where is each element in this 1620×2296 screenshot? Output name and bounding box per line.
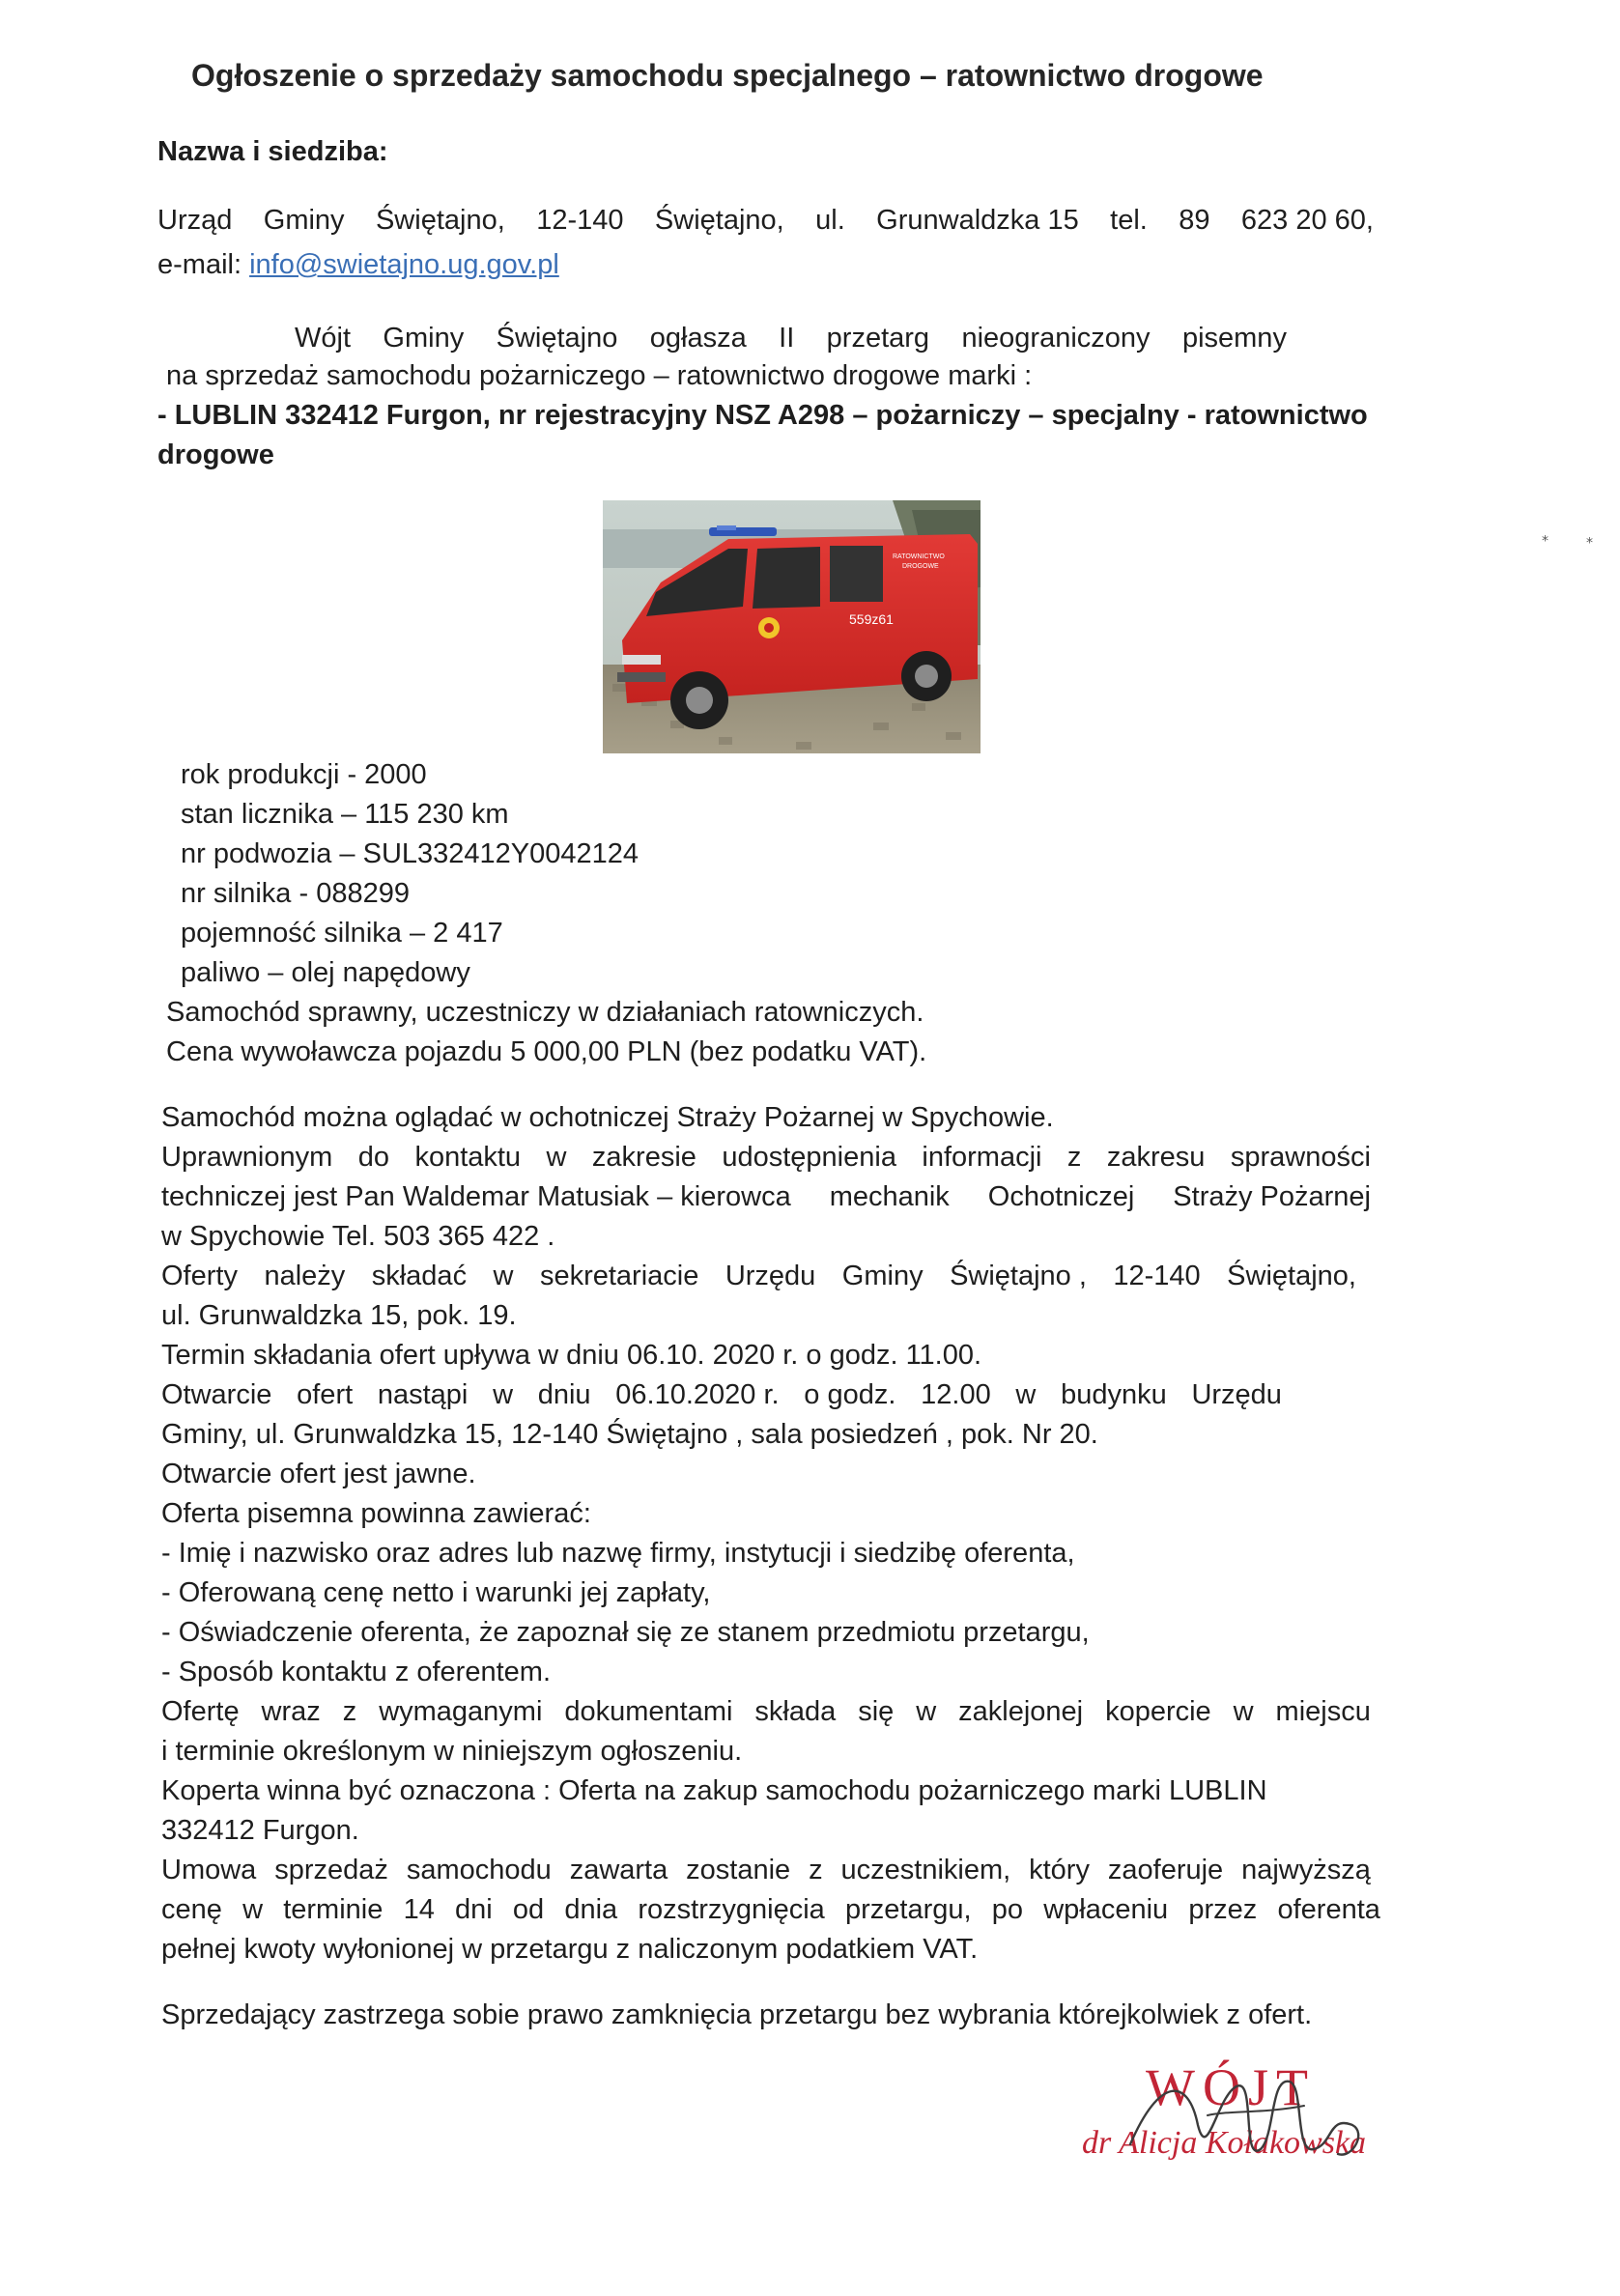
deadline-line: Termin składania ofert upływa w dniu 06.10. 2020 r. o godz. 11.00.: [161, 1340, 982, 1371]
word: przetarg: [826, 323, 930, 354]
word: Ochotniczej: [987, 1181, 1135, 1212]
word: 12-140: [1113, 1261, 1201, 1291]
label-line-2: 332412 Furgon.: [161, 1815, 359, 1846]
stamp-title: WÓJT: [1146, 2058, 1316, 2116]
email-label: e-mail:: [157, 249, 242, 280]
opening-line-1: [161, 1381, 1282, 1409]
word: rozstrzygnięcia: [638, 1894, 825, 1925]
vehicle-line-1: - LUBLIN 332412 Furgon, nr rejestracyjny NSZ A298 – pożarniczy – specjalny - ratownictwo: [157, 400, 1368, 431]
scan-mark: ⁎: [1542, 528, 1549, 544]
viewing-info: Samochód można oglądać w ochotniczej Straży Pożarnej w Spychowie.: [161, 1102, 1054, 1133]
word: zaklejonej: [958, 1696, 1084, 1727]
spec-line: rok produkcji - 2000: [181, 759, 427, 790]
word: Świętajno: [496, 323, 618, 354]
word: kontaktu: [414, 1142, 522, 1173]
word: Oferty: [161, 1261, 238, 1291]
word: składa: [754, 1696, 837, 1727]
word: oferenta: [1277, 1894, 1380, 1925]
offer-requirement: - Imię i nazwisko oraz adres lub nazwę firmy, instytucji i siedzibę oferenta,: [161, 1538, 1075, 1569]
word: w: [916, 1696, 937, 1727]
word: w: [242, 1894, 264, 1925]
word: ofert: [297, 1379, 354, 1410]
word: mechanik: [829, 1181, 950, 1212]
word: od: [512, 1894, 545, 1925]
offers-line-1: [161, 1262, 1356, 1290]
announcement-line-1: [295, 325, 1287, 353]
word: Ofertę: [161, 1696, 240, 1727]
word: który: [1029, 1855, 1090, 1885]
word: Świętajno,: [375, 205, 505, 236]
svg-text:559z61: 559z61: [849, 611, 894, 627]
spec-line: pojemność silnika – 2 417: [181, 918, 503, 949]
document-title: Ogłoszenie o sprzedaży samochodu specjalnego – ratownictwo drogowe: [191, 58, 1264, 93]
offer-requirement: - Sposób kontaktu z oferentem.: [161, 1657, 551, 1687]
email-line: [157, 251, 559, 279]
word: Otwarcie: [161, 1379, 272, 1410]
word: 14: [403, 1894, 435, 1925]
word: 12.00: [921, 1379, 991, 1410]
word: dniu: [537, 1379, 591, 1410]
word: zawarta: [569, 1855, 668, 1885]
offers-line-2: ul. Grunwaldzka 15, pok. 19.: [161, 1300, 517, 1331]
word: z: [342, 1696, 357, 1727]
contract-line-1: [161, 1857, 1371, 1885]
word: ogłasza: [649, 323, 747, 354]
contract-line-3: pełnej kwoty wyłonionej w przetargu z naliczonym podatkiem VAT.: [161, 1934, 979, 1965]
word: Świętajno,: [1227, 1261, 1356, 1291]
word: Świętajno,: [654, 205, 784, 236]
word: Wójt: [295, 323, 351, 354]
word: 06.10.2020 r.: [615, 1379, 780, 1410]
condition-line: Samochód sprawny, uczestniczy w działaniach ratowniczych.: [166, 997, 924, 1028]
spec-line: nr podwozia – SUL332412Y0042124: [181, 838, 639, 869]
email-link[interactable]: info@swietajno.ug.gov.pl: [249, 249, 559, 280]
spec-line: stan licznika – 115 230 km: [181, 799, 509, 830]
signature-stamp: [1072, 2057, 1420, 2173]
word: budynku: [1061, 1379, 1167, 1410]
word: w: [493, 1379, 514, 1410]
word: ul.: [815, 205, 845, 236]
word: Gminy: [263, 205, 345, 236]
scan-mark: ⁎: [1586, 530, 1593, 546]
label-line-1: Koperta winna być oznaczona : Oferta na zakup samochodu pożarniczego marki LUBLIN: [161, 1775, 1267, 1806]
word: cenę: [161, 1894, 222, 1925]
price-line: Cena wywoławcza pojazdu 5 000,00 PLN (bez podatku VAT).: [166, 1036, 927, 1067]
word: się: [858, 1696, 895, 1727]
word: zostanie: [686, 1855, 791, 1885]
opening-line-2: Gminy, ul. Grunwaldzka 15, 12-140 Świętajno , sala posiedzeń , pok. Nr 20.: [161, 1419, 1098, 1450]
word: w: [493, 1261, 514, 1291]
reservation-clause: Sprzedający zastrzega sobie prawo zamknięcia przetargu bez wybrania którejkolwiek z ofert.: [161, 1999, 1313, 2030]
handwritten-signature: [1072, 2057, 1420, 2173]
word: miejscu: [1275, 1696, 1371, 1727]
contact-line-1: [161, 1144, 1371, 1172]
word: dokumentami: [564, 1696, 733, 1727]
word: zakresu: [1106, 1142, 1206, 1173]
word: w: [546, 1142, 567, 1173]
word: nastąpi: [377, 1379, 469, 1410]
word: przetargu,: [844, 1894, 972, 1925]
envelope-line-1: [161, 1698, 1371, 1726]
word: 89: [1179, 205, 1210, 236]
word: zakresie: [591, 1142, 696, 1173]
word: pisemny: [1181, 323, 1287, 354]
section-heading: Nazwa i siedziba:: [157, 136, 388, 167]
offer-requirement: - Oferowaną cenę netto i warunki jej zapłaty,: [161, 1577, 711, 1608]
offer-content-heading: Oferta pisemna powinna zawierać:: [161, 1498, 591, 1529]
word: kopercie: [1105, 1696, 1211, 1727]
contract-line-2: [161, 1896, 1380, 1924]
word: samochodu: [406, 1855, 552, 1885]
svg-text:RATOWNICTWO: RATOWNICTWO: [893, 553, 945, 560]
envelope-line-2: i terminie określonym w niniejszym ogłoszeniu.: [161, 1736, 743, 1767]
vehicle-photo: [603, 500, 981, 753]
word: II: [779, 323, 795, 354]
word: udostępnienia: [722, 1142, 896, 1173]
word: należy: [264, 1261, 346, 1291]
word: informacji: [922, 1142, 1042, 1173]
opening-public: Otwarcie ofert jest jawne.: [161, 1459, 476, 1489]
word: sprawności: [1230, 1142, 1371, 1173]
announcement-line-2: na sprzedaż samochodu pożarniczego – ratownictwo drogowe marki :: [166, 360, 1033, 391]
word: tel.: [1110, 205, 1148, 236]
word: dnia: [564, 1894, 618, 1925]
contact-line-3: w Spychowie Tel. 503 365 422 .: [161, 1221, 555, 1252]
word: Urząd: [157, 205, 233, 236]
spec-line: nr silnika - 088299: [181, 878, 410, 909]
word: 12-140: [536, 205, 624, 236]
word: Straży Pożarnej: [1173, 1181, 1371, 1212]
word: terminie: [283, 1894, 384, 1925]
offer-requirement: - Oświadczenie oferenta, że zapoznał się ze stanem przedmiotu przetargu,: [161, 1617, 1090, 1648]
word: techniczej jest Pan Waldemar Matusiak – kierowca: [161, 1181, 791, 1212]
word: najwyższą: [1241, 1855, 1371, 1885]
word: uczestnikiem,: [840, 1855, 1011, 1885]
svg-text:DROGOWE: DROGOWE: [902, 563, 939, 570]
word: Gminy: [383, 323, 465, 354]
word: 623 20 60,: [1240, 205, 1374, 236]
spec-line: paliwo – olej napędowy: [181, 957, 470, 988]
word: sekretariacie: [539, 1261, 699, 1291]
word: o godz.: [804, 1379, 896, 1410]
word: wraz: [261, 1696, 321, 1727]
word: Gminy: [841, 1261, 924, 1291]
word: sprzedaż: [274, 1855, 388, 1885]
word: wymaganymi: [379, 1696, 543, 1727]
word: składać: [371, 1261, 468, 1291]
word: w: [1015, 1379, 1037, 1410]
vehicle-line-2: drogowe: [157, 439, 274, 470]
word: przez: [1188, 1894, 1258, 1925]
word: Grunwaldzka 15: [876, 205, 1079, 236]
word: po: [991, 1894, 1023, 1925]
word: z: [1066, 1142, 1082, 1173]
word: z: [809, 1855, 823, 1885]
contact-line-2: [161, 1183, 1371, 1211]
word: w: [1233, 1696, 1254, 1727]
word: Urzędu: [725, 1261, 816, 1291]
word: Umowa: [161, 1855, 257, 1885]
word: do: [357, 1142, 389, 1173]
word: zaoferuje: [1107, 1855, 1224, 1885]
word: Urzędu: [1191, 1379, 1282, 1410]
word: Świętajno ,: [950, 1261, 1087, 1291]
word: wpłaceniu: [1043, 1894, 1169, 1925]
word: nieograniczony: [961, 323, 1151, 354]
word: Uprawnionym: [161, 1142, 333, 1173]
address-line: [157, 207, 1374, 235]
word: dni: [455, 1894, 493, 1925]
stamp-signer: dr Alicja Kołakowska: [1082, 2125, 1367, 2161]
